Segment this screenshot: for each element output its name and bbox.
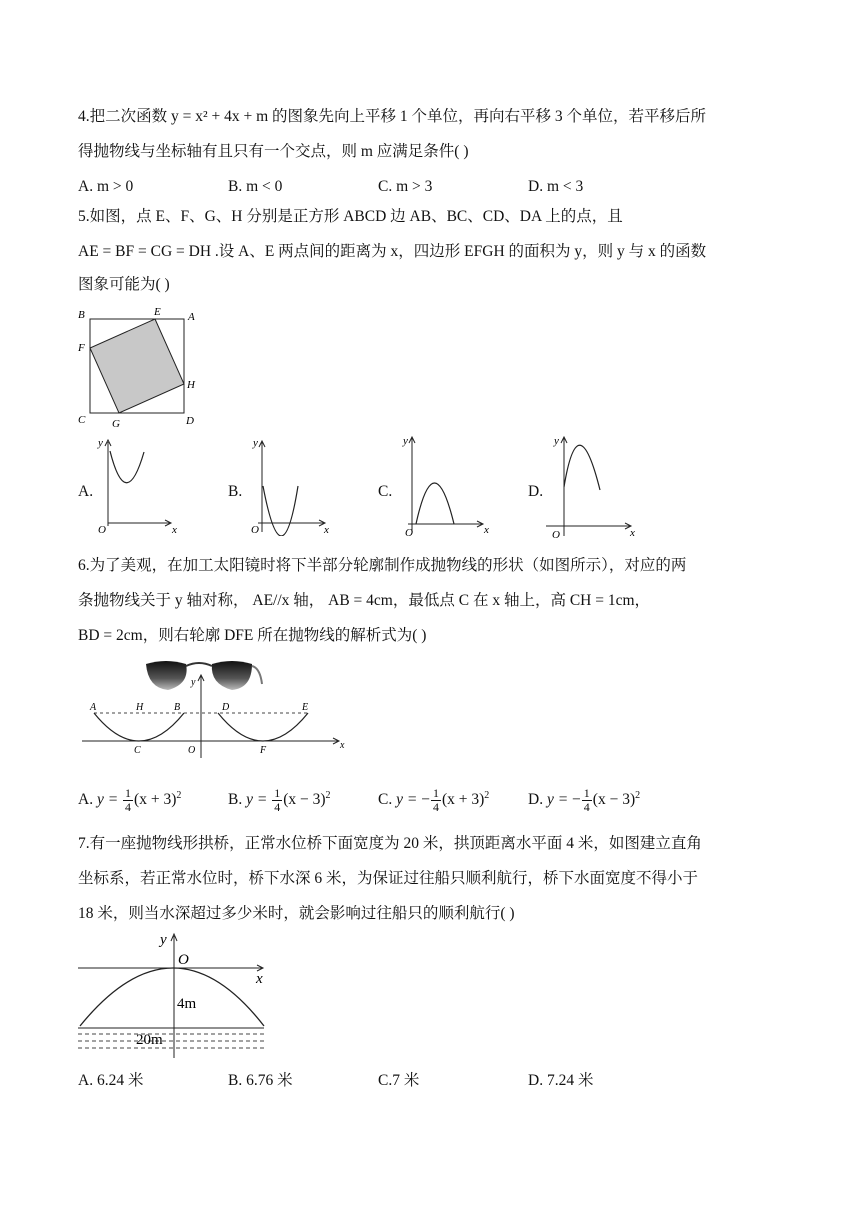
q5-option-c[interactable]: C. <box>378 483 393 500</box>
q4-line-2: 得抛物线与坐标轴有且只有一个交点，则 m 应满足条件( ) <box>78 143 469 160</box>
sunglasses-figure <box>76 654 350 762</box>
svg-text:D: D <box>222 702 230 713</box>
svg-text:y: y <box>403 435 408 447</box>
q5-graph-c[interactable] <box>396 432 496 536</box>
q6-line-1: 6.为了美观，在加工太阳镜时将下半部分轮廓制作成抛物线的形状（如图所示），对应的两 <box>78 557 687 574</box>
q7-line-3: 18 米，则当水深超过多少米时，就会影响过往船只的顺利航行( ) <box>78 905 515 922</box>
q5-option-b[interactable]: B. <box>228 483 243 500</box>
q6-option-c[interactable]: C. y = − $\frac{1}{4}$ $(x + 3)^2$ <box>378 786 490 815</box>
q4-option-c[interactable]: C. m > 3 <box>378 178 433 195</box>
q5-graph-b[interactable] <box>246 436 336 536</box>
q4-option-b[interactable]: B. m < 0 <box>228 178 283 195</box>
q7-option-d[interactable]: D. 7.24 米 <box>528 1072 594 1089</box>
q6-line-3: BD = 2cm，则右轮廓 DFE 所在抛物线的解析式为( ) <box>78 627 427 644</box>
bridge-figure <box>74 928 274 1062</box>
q7-line-2: 坐标系，若正常水位时，桥下水深 6 米，为保证过往船只顺利航行，桥下水面宽度不得小于 <box>78 870 699 887</box>
q6-option-a[interactable]: A. y = $\frac{1}{4}$ $(x + 3)^2$ <box>78 786 182 815</box>
q5-option-a[interactable]: A. <box>78 483 94 500</box>
q6-option-d[interactable]: D. y = − $\frac{1}{4}$ $(x - 3)^2$ <box>528 786 641 815</box>
label-b: B <box>78 309 85 321</box>
q6-line-2: 条抛物线关于 y 轴对称， AE//x 轴， AB = 4cm，最低点 C 在 x 轴上，高 CH = 1cm， <box>78 592 651 609</box>
svg-text:x: x <box>256 971 263 987</box>
svg-text:F: F <box>260 745 267 756</box>
label-a: A <box>188 311 195 323</box>
q7-option-a[interactable]: A. 6.24 米 <box>78 1072 144 1089</box>
q7-option-c[interactable]: C.7 米 <box>378 1072 420 1089</box>
label-f: F <box>78 342 85 354</box>
label-d: D <box>186 415 194 427</box>
svg-text:O: O <box>188 745 196 756</box>
svg-text:y: y <box>253 437 258 449</box>
q5-option-d[interactable]: D. <box>528 483 544 500</box>
q5-line-2: AE = BF = CG = DH .设 A、E 两点间的距离为 x，四边形 EFGH 的面积为 y，则 y 与 x 的函数 <box>78 243 707 260</box>
svg-text:x: x <box>172 524 177 536</box>
svg-text:x: x <box>630 527 635 538</box>
label-c: C <box>78 414 86 426</box>
svg-text:O: O <box>251 524 259 536</box>
svg-text:y: y <box>160 932 167 948</box>
svg-text:C: C <box>134 745 141 756</box>
q7-line-1: 7.有一座抛物线形拱桥，正常水位桥下面宽度为 20 米，拱顶距离水平面 4 米，如图建立直角 <box>78 835 702 852</box>
label-g: G <box>112 418 120 430</box>
q5-line-3: 图象可能为( ) <box>78 276 170 293</box>
q7-option-b[interactable]: B. 6.76 米 <box>228 1072 293 1089</box>
svg-text:4m: 4m <box>177 996 197 1012</box>
q5-graph-d[interactable] <box>546 432 646 538</box>
square-figure <box>74 306 204 430</box>
q6-option-b[interactable]: B. y = $\frac{1}{4}$ $(x - 3)^2$ <box>228 786 331 815</box>
svg-text:B: B <box>174 702 181 713</box>
q5-graph-a[interactable] <box>94 436 184 536</box>
svg-text:E: E <box>302 702 309 713</box>
svg-text:y: y <box>98 437 103 449</box>
label-e: E <box>154 306 161 318</box>
q4-line-1: 4.把二次函数 y = x² + 4x + m 的图象先向上平移 1 个单位，再向右平移 3 个单位，若平移后所 <box>78 108 707 125</box>
svg-text:20m: 20m <box>136 1032 163 1048</box>
svg-text:y: y <box>554 435 559 447</box>
svg-text:O: O <box>178 952 189 968</box>
q4-option-a[interactable]: A. m > 0 <box>78 178 134 195</box>
sunglasses-photo <box>146 661 262 690</box>
svg-text:x: x <box>324 524 329 536</box>
svg-text:H: H <box>136 702 144 713</box>
svg-text:x: x <box>484 524 489 536</box>
q4-option-d[interactable]: D. m < 3 <box>528 178 584 195</box>
svg-text:A: A <box>90 702 97 713</box>
svg-text:O: O <box>552 529 560 538</box>
q5-line-1: 5.如图，点 E、F、G、H 分别是正方形 ABCD 边 AB、BC、CD、DA 上的点，且 <box>78 208 623 225</box>
svg-text:y: y <box>191 677 196 688</box>
svg-text:x: x <box>340 740 345 751</box>
svg-text:O: O <box>405 527 413 536</box>
svg-text:O: O <box>98 524 106 536</box>
label-h: H <box>187 379 195 391</box>
